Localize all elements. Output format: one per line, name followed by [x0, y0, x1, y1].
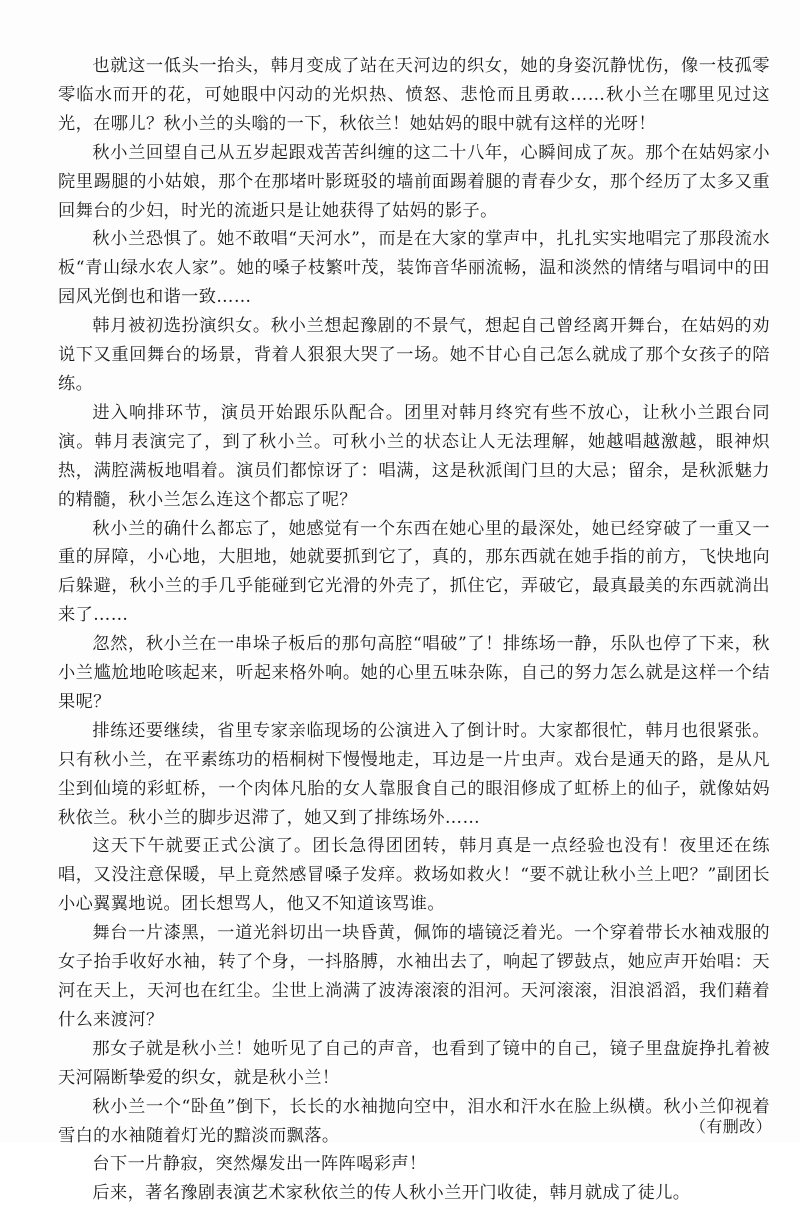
paragraph: 忽然，秋小兰在一串垛子板后的那句高腔“唱破”了！排练场一静，乐队也停了下来，秋小兰尴尬地呛咳起来，听起来格外响。她的心里五味杂陈，自己的努力怎么就是这样一个结果呢？ [58, 634, 770, 712]
paragraph: 秋小兰恐惧了。她不敢唱“天河水”，而是在大家的掌声中，扎扎实实地唱完了那段流水板“青山绿水农人家”。她的嗓子枝繁叶茂，装饰音华丽流畅，温和淡然的情绪与唱词中的田园风光倒也和谐一致…… [58, 229, 770, 308]
paragraph: 后来，著名豫剧表演艺术家秋依兰的传人秋小兰开门收徒，韩月就成了徒儿。 [92, 1183, 691, 1204]
paragraph: 这天下午就要正式公演了。团长急得团团转，韩月真是一点经验也没有！夜里还在练唱，又没注意保暖，早上竟然感冒嗓子发痒。救场如救火！“要不就让秋小兰上吧？”副团长小心翼翼地说。团长想骂人，他又不知道该骂谁。 [58, 836, 770, 915]
story-text [58, 52, 770, 1208]
source-note: （有删改） [689, 1117, 772, 1136]
paragraph: 韩月被初选扮演织女。秋小兰想起豫剧的不景气，想起自己曾经离开舞台，在姑妈的劝说下又重回舞台的场景，背着人狠狠大哭了一场。她不甘心自己怎么就成了那个女孩子的陪练。 [58, 316, 770, 394]
paragraph: 舞台一片漆黑，一道光斜切出一块昏黄，佩饰的墙镜泛着光。一个穿着带长水袖戏服的女子抬手收好水袖，转了个身，一抖胳膊，水袖出去了，响起了锣鼓点，她应声开始唱：天河在天上，天河也在红尘。尘世上淌满了波涛滚滚的泪河。天河滚滚，泪浪滔滔，我们藉着什么来渡河？ [58, 923, 770, 1030]
paragraph: 台下一片静寂，突然爆发出一阵阵喝彩声！ [92, 1154, 427, 1175]
paragraph: 秋小兰的确什么都忘了，她感觉有一个东西在她心里的最深处，她已经穿破了一重又一重的屏障，小心地，大胆地，她就要抓到它了，真的，那东西就在她手指的前方，飞快地向后躲避，秋小兰的手几乎能碰到它光滑的外壳了，抓住它，弄破它，最真最美的东西就淌出来了…… [58, 518, 770, 626]
paragraph: 进入响排环节，演员开始跟乐队配合。团里对韩月终究有些不放心，让秋小兰跟台同演。韩月表演完了，到了秋小兰。可秋小兰的状态让人无法理解，她越唱越激越，眼神炽热，满腔满板地唱着。演员们都惊讶了：唱满，这是秋派闺门旦的大忌；留余，是秋派魅力的精髓，秋小兰怎么连这个都忘了呢？ [58, 402, 770, 510]
paragraph: 也就这一低头一抬头，韩月变成了站在天河边的织女，她的身姿沉静忧伤，像一枝孤零零临水而开的花，可她眼中闪动的光炽热、愤怒、悲怆而且勇敢……秋小兰在哪里见过这光，在哪儿？秋小兰的头嗡的一下，秋依兰！她姑妈的眼中就有这样的光呀！ [58, 56, 770, 134]
paragraph: 排练还要继续，省里专家亲临现场的公演进入了倒计时。大家都很忙，韩月也很紧张。只有秋小兰，在平素练功的梧桐树下慢慢地走，耳边是一片虫声。戏台是通天的路，是从凡尘到仙境的彩虹桥，一个肉体凡胎的女人靠服食自己的眼泪修成了虹桥上的仙子，就像姑妈秋依兰。秋小兰的脚步迟滞了，她又到了排练场外…… [58, 720, 770, 828]
paragraph: 秋小兰回望自己从五岁起跟戏苦苦纠缠的这二十八年，心瞬间成了灰。那个在姑妈家小院里踢腿的小姑娘，那个在那堵叶影斑驳的墙前面踢着腿的青春少女，那个经历了太多又重回舞台的少妇，时光的流逝只是让她获得了姑妈的影子。 [58, 142, 770, 221]
paragraph: 秋小兰一个“卧鱼”倒下，长长的水袖抛向空中，泪水和汗水在脸上纵横。秋小兰仰视着雪白的水袖随着灯光的黯淡而飘落。 [58, 1096, 770, 1146]
paragraph: 那女子就是秋小兰！她听见了自己的声音，也看到了镜中的自己，镜子里盘旋挣扎着被天河隔断挚爱的织女，就是秋小兰！ [58, 1038, 770, 1088]
